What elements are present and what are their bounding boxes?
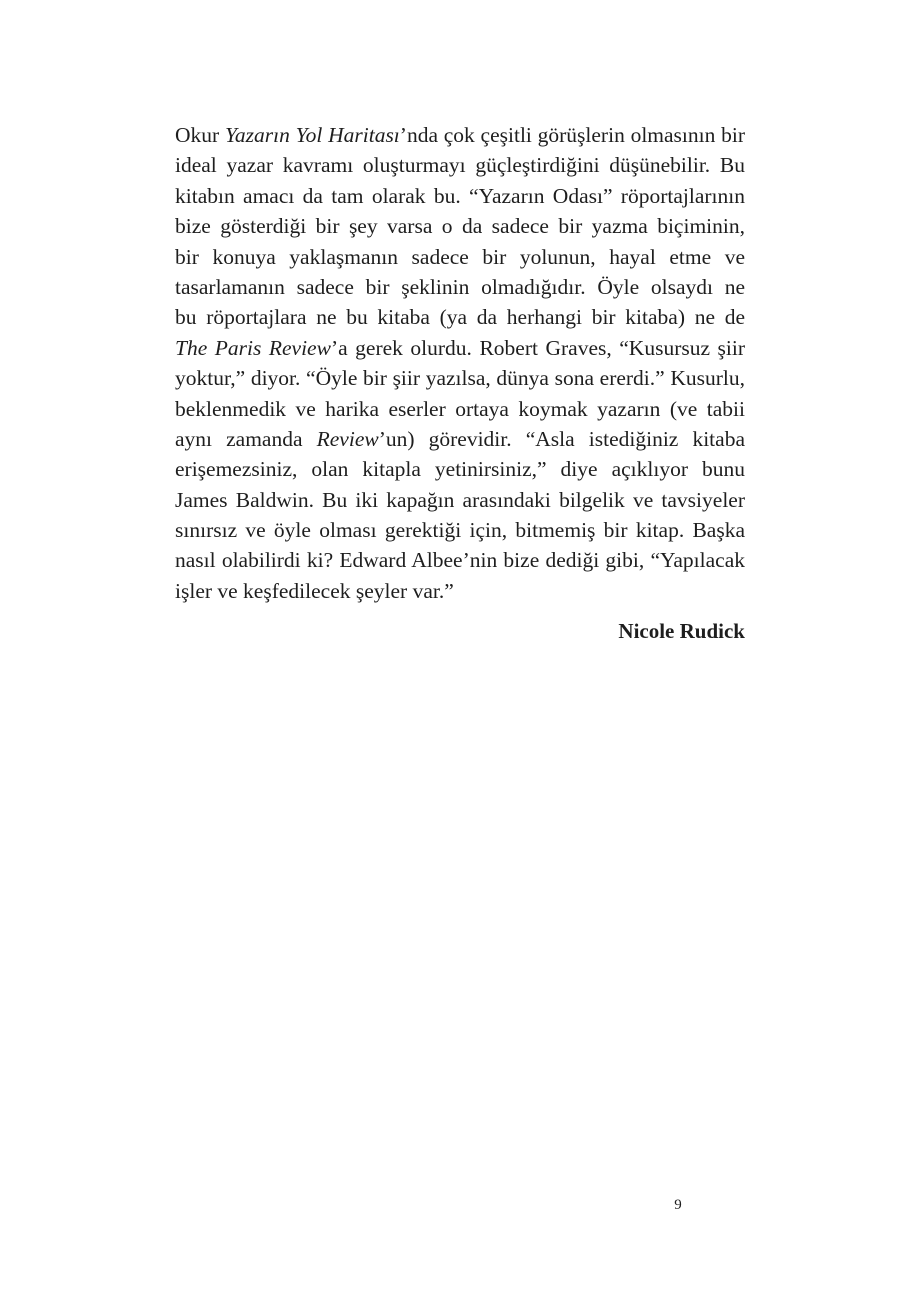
author-signature: Nicole Rudick [618, 619, 745, 643]
paragraph-line: işler ve keşfedilecek şeyler var.” [175, 578, 454, 603]
paragraph-line: erişemezsiniz, olan kitapla yetinirsiniz,” diye açıklıyor bunu [175, 457, 745, 482]
paragraph-line: Okur Yazarın Yol Haritası’nda çok çeşitli görüşlerin olmasının bir [175, 123, 746, 147]
paragraph-line: bize gösterdiği bir şey varsa o da sadece bir yazma biçiminin, [175, 214, 745, 239]
paragraph-line: sınırsız ve öyle olması gerektiği için, bitmemiş bir kitap. Başka [175, 518, 745, 543]
page-number [0, 1195, 900, 1215]
paragraph-line: yoktur,” diyor. “Öyle bir şiir yazılsa, dünya sona ererdi.” Kusurlu, [175, 366, 745, 391]
paragraph-line: bu röportajlara ne bu kitaba (ya da herhangi bir kitaba) ne de [175, 305, 745, 330]
paragraph-line: ideal yazar kavramı oluşturmayı güçleştirdiğini düşünebilir. Bu [175, 153, 745, 178]
paragraph-line: tasarlamanın sadece bir şeklinin olmadığıdır. Öyle olsaydı ne [175, 274, 745, 299]
paragraph-line: beklenmedik ve harika eserler ortaya koymak yazarın (ve tabii [175, 396, 745, 421]
paragraph-line: nasıl olabilirdi ki? Edward Albee’nin bize dediği gibi, “Yapılacak [175, 548, 745, 573]
page-number-value: 9 [674, 1197, 682, 1213]
paragraph-line: James Baldwin. Bu iki kapağın arasındaki bilgelik ve tavsiyeler [175, 487, 745, 512]
paragraph-line: kitabın amacı da tam olarak bu. “Yazarın Odası” röportajlarının [175, 183, 745, 208]
paragraph-line: aynı zamanda Review’un) görevidir. “Asla istediğiniz kitaba [175, 426, 745, 451]
body-paragraph [175, 120, 745, 606]
paragraph-line: The Paris Review’a gerek olurdu. Robert Graves, “Kusursuz şiir [175, 335, 745, 360]
paragraph-line: bir konuya yaklaşmanın sadece bir yolunun, hayal etme ve [175, 244, 745, 269]
